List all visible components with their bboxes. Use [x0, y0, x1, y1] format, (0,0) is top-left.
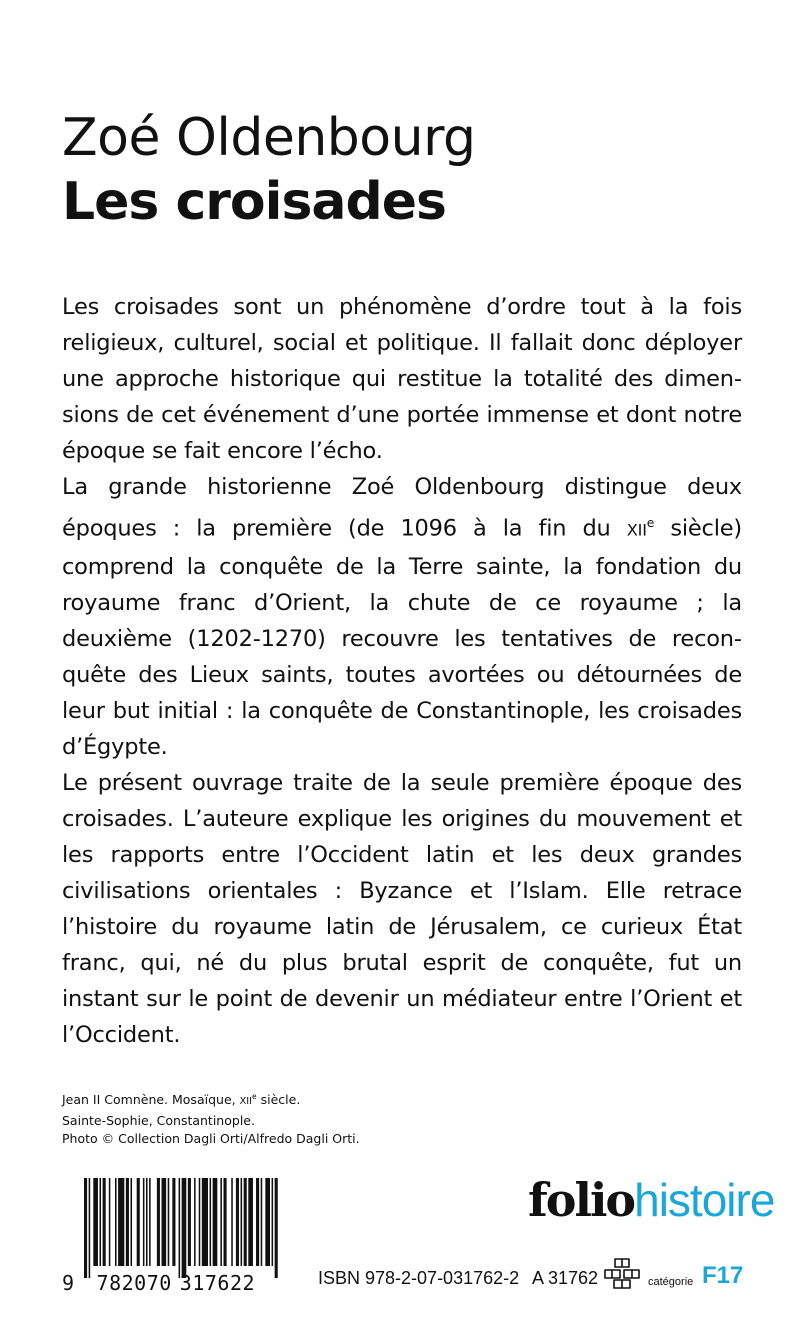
barcode-bar [202, 1178, 208, 1266]
barcode-bar [199, 1178, 201, 1266]
barcode-bar [265, 1178, 270, 1266]
barcode-bar [146, 1178, 148, 1266]
barcode-bar [172, 1178, 175, 1266]
barcode-bar [248, 1178, 253, 1266]
logo-folio: folio [528, 1173, 635, 1227]
barcode-bar [143, 1178, 145, 1266]
credit-line-1-start: Jean II Comnène. Mosaïque, [62, 1092, 240, 1108]
author-name: Zoé Oldenbourg [62, 108, 476, 168]
barcode-bar [168, 1178, 170, 1266]
barcode-digit-group-2: 317622 [179, 1271, 256, 1295]
barcode-bar [210, 1178, 212, 1266]
barcode-bar [241, 1178, 243, 1266]
product-code: A 31762 [532, 1268, 599, 1288]
barcode [62, 1178, 294, 1298]
barcode-bar [157, 1178, 160, 1266]
book-title: Les croisades [62, 172, 446, 232]
barcode-digits [62, 1271, 294, 1295]
barcode-bar [179, 1178, 181, 1278]
barcode-bar [115, 1178, 117, 1266]
barcode-bar [137, 1178, 140, 1266]
logo-histoire: histoire [634, 1174, 775, 1226]
barcode-bar [213, 1178, 218, 1266]
barcode-bar [84, 1178, 87, 1278]
barcode-bar [261, 1178, 263, 1266]
barcode-bar [162, 1178, 167, 1266]
credit-line-3: Photo © Collection Dagli Orti/Alfredo Dagli Orti. [62, 1131, 360, 1147]
blurb-paragraph-3: Le présent ouvrage traite de la seule première époque des croisades. L’auteure explique les origines du mouvement et les rapports entre l’Occident latin et les deux grandes civilisations orientales : Byzance et l’Islam. Elle retrace l’histoire du royaume latin de Jérusalem, ce curieux État franc, qui, né du plus brutal esprit de conquête, fut un instant sur le point de devenir un médiateur entre l’Orient et l’Occident. [62, 769, 742, 1048]
book-stack-icon [602, 1256, 642, 1294]
barcode-bar [149, 1178, 151, 1266]
credit-century: XII [239, 1096, 253, 1108]
barcode-bar [126, 1178, 129, 1266]
barcode-digit-group-1: 782070 [96, 1271, 172, 1295]
century-numeral: XII [626, 520, 647, 540]
barcode-bar [224, 1178, 227, 1266]
barcode-bar [194, 1178, 196, 1266]
barcode-bar [244, 1178, 247, 1266]
back-cover-blurb [62, 289, 742, 1053]
category-code: F17 [702, 1262, 744, 1289]
image-credit [62, 1088, 360, 1149]
barcode-bar [100, 1178, 102, 1266]
blurb-paragraph-2 [62, 469, 742, 765]
barcode-bar [93, 1178, 98, 1266]
credit-line-2: Sainte-Sophie, Constantinople. [62, 1112, 255, 1128]
credit-line-1-end: siècle. [256, 1092, 301, 1108]
barcode-bar [188, 1178, 191, 1266]
credit-century-sup: e [252, 1092, 257, 1101]
barcode-bar [236, 1178, 239, 1266]
barcode-bar [256, 1178, 259, 1266]
barcode-bar [220, 1178, 222, 1266]
barcode-bar [275, 1178, 278, 1278]
credit-line-1 [62, 1088, 360, 1112]
blurb-p2-end: siècle) comprend la conquête de la Terre sainte, la fondation du royaume franc d’Orient, la chute de ce royaume ; la deuxième (1202-1270) recouvre les tentatives de reconquête des Lieux saints, toutes avortées ou détournées de leur but initial : la conquête de Constantinople, les croisades d’Égypte. [62, 515, 742, 760]
century-superscript: e [646, 516, 655, 530]
barcode-bar [182, 1178, 187, 1278]
barcode-digit-first: 9 [62, 1271, 75, 1295]
category-label: catégorie [648, 1276, 694, 1288]
folio-histoire-logo [528, 1172, 774, 1228]
barcode-bar [118, 1178, 124, 1266]
barcode-bar [131, 1178, 133, 1266]
barcode-bars [84, 1178, 280, 1278]
blurb-p2-start: La grande historienne Zoé Oldenbourg distingue deux époques : la première (de 1096 à la fin du [62, 474, 742, 542]
isbn-number: ISBN 978-2-07-031762-2 [318, 1268, 520, 1288]
blurb-paragraph-1: Les croisades sont un phénomène d’ordre tout à la fois religieux, culturel, social et politique. Il fallait donc déployer une approche historique qui restitue la totalité des dimensions de cet événement d’une portée immense et dont notre époque se fait encore l’écho. [62, 294, 742, 464]
barcode-bar [103, 1178, 106, 1266]
barcode-bar [109, 1178, 111, 1266]
barcode-bar [272, 1178, 274, 1266]
barcode-bar [89, 1178, 91, 1278]
barcode-bar [231, 1178, 233, 1266]
